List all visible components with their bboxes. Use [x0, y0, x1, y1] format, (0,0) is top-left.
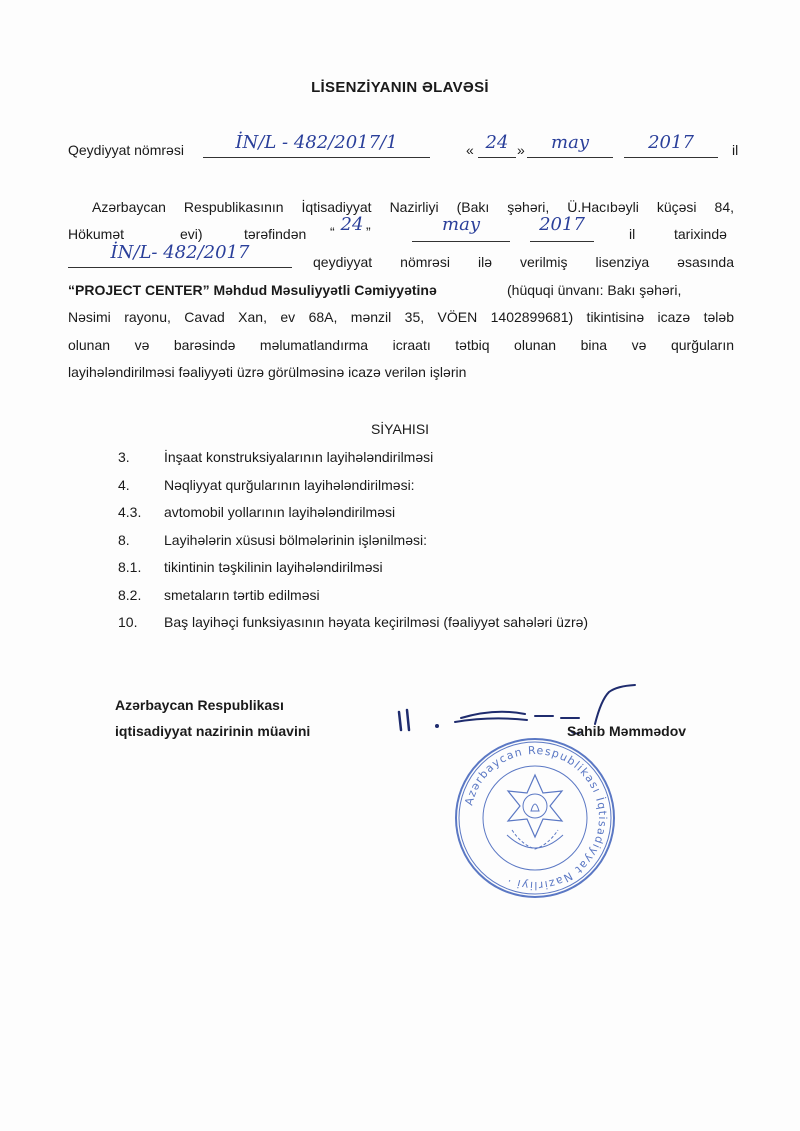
list-item-text: smetaların tərtib edilməsi — [164, 587, 320, 603]
paragraph-line-2c: tərəfindən — [244, 226, 307, 242]
list-item-number: 4. — [118, 477, 130, 493]
list-item-number: 3. — [118, 449, 130, 465]
svg-text:Azərbaycan Respublikası İqtisa: Azərbaycan Respublikası İqtisadiyyat Nazirliyi · — [462, 743, 610, 893]
registration-day-handwritten: 24 — [485, 132, 509, 153]
registration-month-handwritten: may — [551, 132, 589, 153]
list-item-text: Baş layihəçi funksiyasının həyata keçirilməsi (fəaliyyət sahələri üzrə) — [164, 614, 589, 630]
line2-month-underline — [412, 241, 510, 242]
paragraph-line-2a: Hökumət — [68, 226, 125, 242]
official-seal — [452, 735, 618, 901]
year-underline — [624, 157, 718, 158]
registration-number-handwritten: İN/L - 482/2017/1 — [235, 132, 398, 153]
line3-number-underline — [68, 267, 292, 268]
paragraph-line-4-rest: (hüquqi ünvanı: Bakı şəhəri, — [507, 282, 682, 298]
list-item-number: 10. — [118, 614, 138, 630]
year-suffix: il — [732, 142, 739, 158]
list-item-number: 8.2. — [118, 587, 142, 603]
signatory-title-line-1: Azərbaycan Respublikası — [115, 697, 284, 713]
list-item-number: 8.1. — [118, 559, 142, 575]
list-item-text: avtomobil yollarının layihələndirilməsi — [164, 504, 396, 520]
line2-year-handwritten: 2017 — [539, 214, 585, 235]
line3-number-handwritten: İN/L- 482/2017 — [110, 242, 250, 263]
paragraph-line-2b: evi) — [180, 226, 203, 242]
month-underline — [527, 157, 613, 158]
list-title: SİYAHISI — [370, 421, 430, 437]
signatory-name: Sahib Məmmədov — [567, 723, 687, 739]
registration-label: Qeydiyyat nömrəsi — [68, 142, 184, 158]
paragraph-line-3: qeydiyyat nömrəsi ilə verilmiş lisenziya əsasında — [313, 254, 734, 270]
quote-open: « — [466, 142, 474, 158]
list-item-number: 4.3. — [118, 504, 142, 520]
list-item-text: tikintinin təşkilinin layihələndirilməsi — [164, 559, 383, 575]
list-item-text: Layihələrin xüsusi bölmələrinin işlənilməsi: — [164, 532, 428, 548]
registration-number-underline — [203, 157, 430, 158]
line2-quote-open: “ — [330, 224, 335, 240]
paragraph-line-6: olunan və barəsində məlumatlandırma icraatı tətbiq olunan bina və qurğuların — [68, 337, 734, 353]
quote-close: » — [517, 142, 525, 158]
line2-il: il — [629, 226, 636, 242]
registration-year-handwritten: 2017 — [648, 132, 694, 153]
line2-year-underline — [530, 241, 594, 242]
signatory-title-line-2: iqtisadiyyat nazirinin müavini — [115, 723, 311, 739]
list-item-text: Nəqliyyat qurğularının layihələndirilməsi: — [164, 477, 415, 493]
line2-end: tarixində — [674, 226, 727, 242]
document-title: LİSENZİYANIN ƏLAVƏSİ — [311, 79, 489, 96]
line2-month-handwritten: may — [442, 214, 480, 235]
line2-quote-close: ” — [366, 224, 371, 240]
company-name: “PROJECT CENTER” Məhdud Məsuliyyətli Cəmiyyətinə — [68, 282, 437, 298]
paragraph-line-1: Azərbaycan Respublikasının İqtisadiyyat Nazirliyi (Bakı şəhəri, Ü.Hacıbəyli küçəsi 84, — [92, 199, 734, 215]
line2-day-handwritten: 24 — [340, 214, 364, 235]
paragraph-line-5: Nəsimi rayonu, Cavad Xan, ev 68A, mənzil 35, VÖEN 1402899681) tikintisinə icazə tələb — [68, 309, 734, 325]
list-item-text: İnşaat konstruksiyalarının layihələndirilməsi — [164, 449, 434, 465]
day-underline — [478, 157, 516, 158]
paragraph-line-7: layihələndirilməsi fəaliyyəti üzrə görülməsinə icazə verilən işlərin — [68, 364, 467, 380]
list-item-number: 8. — [118, 532, 130, 548]
